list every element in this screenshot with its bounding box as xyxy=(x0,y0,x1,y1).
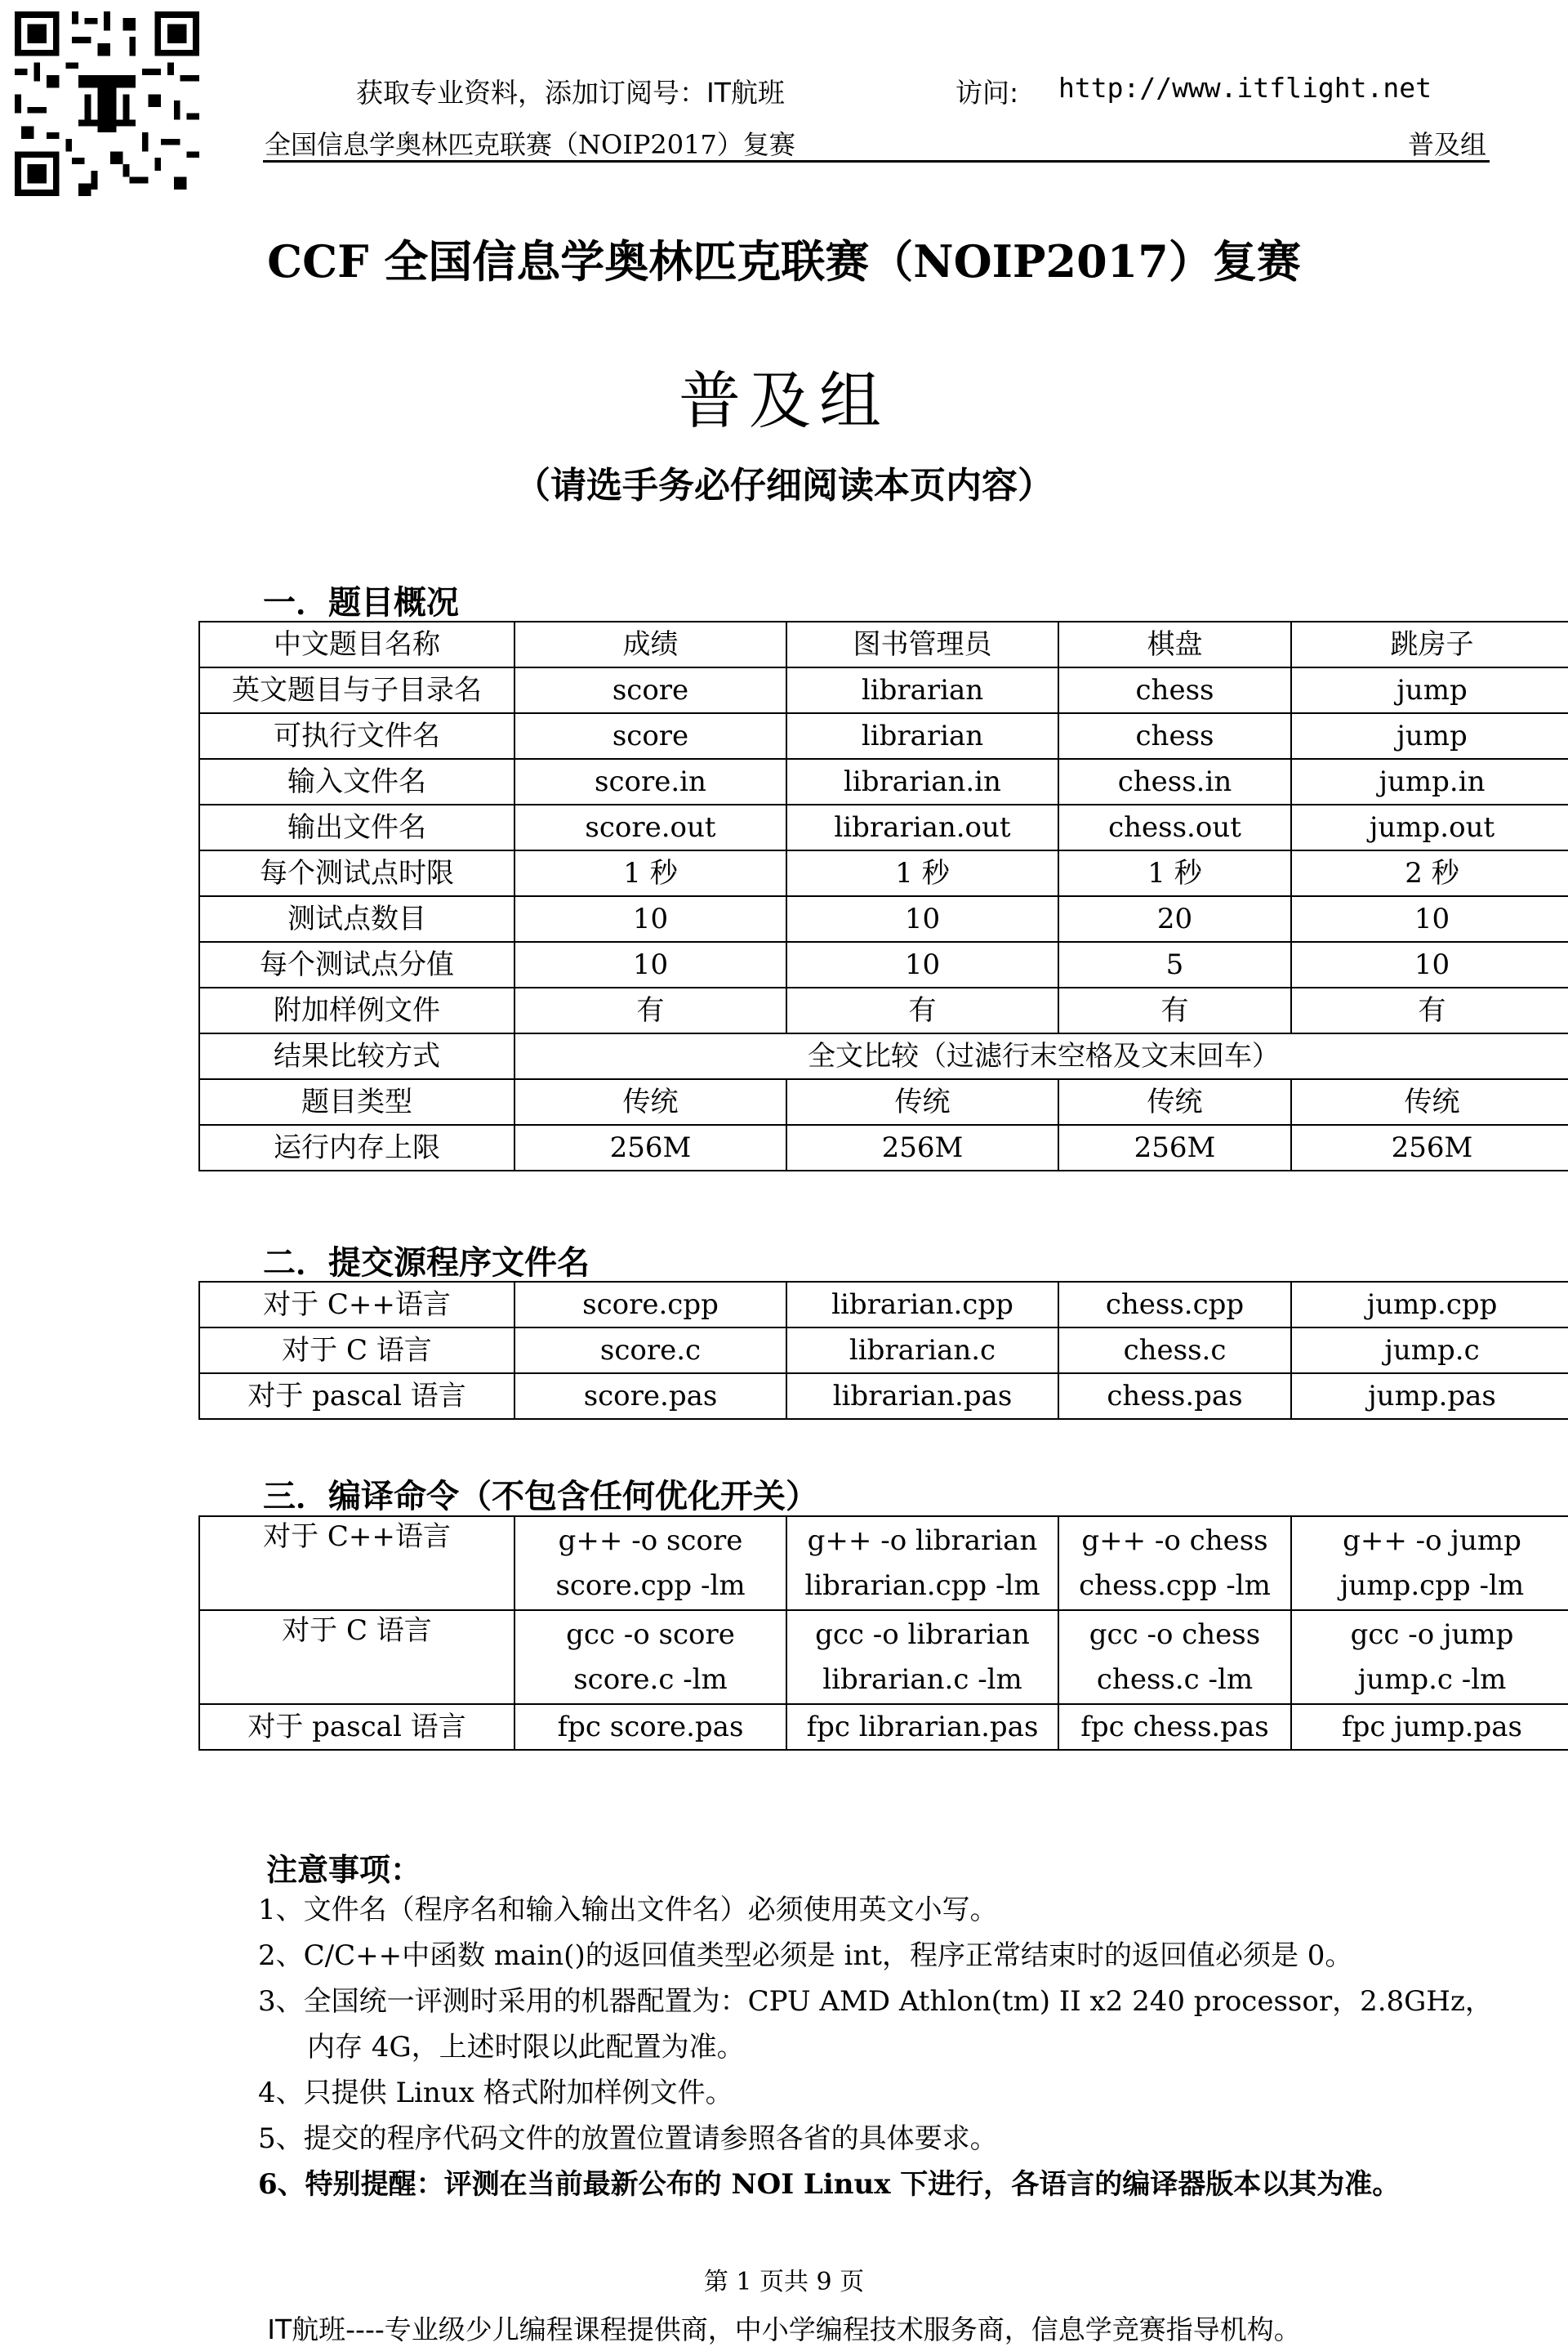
qr-code-image xyxy=(15,11,199,196)
table-cell: librarian xyxy=(786,667,1058,713)
command-line: librarian.c -lm xyxy=(822,1662,1022,1696)
table-cell: 1 秒 xyxy=(514,850,786,896)
row-label: 每个测试点分值 xyxy=(199,942,514,988)
table-cell: librarian.pas xyxy=(786,1373,1058,1419)
note-item: 5、提交的程序代码文件的放置位置请参照各省的具体要求。 xyxy=(258,2122,998,2155)
table-cell xyxy=(1291,1610,1568,1704)
table-cell xyxy=(786,1610,1058,1704)
table-cell: score.out xyxy=(514,805,786,850)
table-cell xyxy=(514,1516,786,1610)
table-row xyxy=(199,1373,1568,1419)
table-cell xyxy=(1058,1610,1291,1704)
row-label: 中文题目名称 xyxy=(199,622,514,667)
table-cell: fpc chess.pas xyxy=(1058,1704,1291,1750)
table-row xyxy=(199,805,1568,850)
table-cell: jump.out xyxy=(1291,805,1568,850)
table-cell: chess.pas xyxy=(1058,1373,1291,1419)
table-row xyxy=(199,1079,1568,1125)
table-row xyxy=(199,622,1568,667)
table-cell: 有 xyxy=(1058,988,1291,1033)
table-cell: jump.cpp xyxy=(1291,1282,1568,1327)
running-header-right: 普及组 xyxy=(1407,129,1486,160)
table-cell: 20 xyxy=(1058,896,1291,942)
table-cell: librarian.out xyxy=(786,805,1058,850)
table-row xyxy=(199,942,1568,988)
promo-url-link[interactable]: http://www.itflight.net xyxy=(1058,72,1432,104)
row-label: 每个测试点时限 xyxy=(199,850,514,896)
table-cell: fpc librarian.pas xyxy=(786,1704,1058,1750)
row-label: 附加样例文件 xyxy=(199,988,514,1033)
table-cell: 棋盘 xyxy=(1058,622,1291,667)
table-cell: jump.c xyxy=(1291,1327,1568,1373)
table-cell: chess.in xyxy=(1058,759,1291,805)
table-cell: score.pas xyxy=(514,1373,786,1419)
table-cell: 2 秒 xyxy=(1291,850,1568,896)
table-row xyxy=(199,1704,1568,1750)
table-row xyxy=(199,713,1568,759)
table-cell xyxy=(1058,1516,1291,1610)
table-cell: 有 xyxy=(514,988,786,1033)
command-line: score.cpp -lm xyxy=(555,1568,746,1602)
table-cell: 有 xyxy=(786,988,1058,1033)
running-header xyxy=(263,123,1490,163)
table-cell: score xyxy=(514,713,786,759)
command-line: gcc -o score xyxy=(566,1617,735,1651)
read-notice: （请选手务必仔细阅读本页内容） xyxy=(514,465,1054,506)
note-item: 3、全国统一评测时采用的机器配置为：CPU AMD Athlon(tm) II x2 240 processor，2.8GHz， xyxy=(258,1985,1493,2018)
table-cell: librarian xyxy=(786,713,1058,759)
table-cell xyxy=(514,1610,786,1704)
command-line: chess.cpp -lm xyxy=(1079,1568,1271,1602)
note-item: 4、只提供 Linux 格式附加样例文件。 xyxy=(258,2077,733,2109)
table-row xyxy=(199,850,1568,896)
table-cell xyxy=(786,1516,1058,1610)
footer-text: IT航班----专业级少儿编程课程提供商，中小学编程技术服务商，信息学竞赛指导机构。 xyxy=(267,2314,1301,2345)
row-label: 对于 pascal 语言 xyxy=(199,1373,514,1419)
table-cell: 10 xyxy=(786,896,1058,942)
table-cell: chess xyxy=(1058,713,1291,759)
promo-subscribe-text: 获取专业资料，添加订阅号：IT航班 xyxy=(356,77,785,109)
problem-overview-table xyxy=(198,621,1568,1171)
row-label: 输入文件名 xyxy=(199,759,514,805)
table-cell: 有 xyxy=(1291,988,1568,1033)
table-cell: 传统 xyxy=(786,1079,1058,1125)
table-cell: jump xyxy=(1291,713,1568,759)
row-label: 英文题目与子目录名 xyxy=(199,667,514,713)
section-3-heading: 三．编译命令（不包含任何优化开关） xyxy=(263,1478,818,1515)
table-cell: 1 秒 xyxy=(786,850,1058,896)
table-cell: 成绩 xyxy=(514,622,786,667)
table-cell: 传统 xyxy=(1291,1079,1568,1125)
table-cell: 图书管理员 xyxy=(786,622,1058,667)
table-cell: 传统 xyxy=(514,1079,786,1125)
note-item-continuation: 内存 4G，上述时限以此配置为准。 xyxy=(307,2031,745,2064)
table-cell: fpc jump.pas xyxy=(1291,1704,1568,1750)
table-cell: 5 xyxy=(1058,942,1291,988)
row-label: 输出文件名 xyxy=(199,805,514,850)
section-2-heading: 二．提交源程序文件名 xyxy=(263,1244,590,1282)
table-cell: 1 秒 xyxy=(1058,850,1291,896)
table-cell: chess.out xyxy=(1058,805,1291,850)
command-line: gcc -o chess xyxy=(1089,1617,1261,1651)
table-row xyxy=(199,1282,1568,1327)
table-cell: 10 xyxy=(1291,896,1568,942)
page-number: 第 1 页共 9 页 xyxy=(703,2268,865,2296)
command-line: librarian.cpp -lm xyxy=(804,1568,1040,1602)
table-row xyxy=(199,1327,1568,1373)
compile-commands-table xyxy=(198,1515,1568,1751)
command-line: gcc -o jump xyxy=(1350,1617,1514,1651)
table-cell: 10 xyxy=(786,942,1058,988)
command-line: g++ -o score xyxy=(558,1524,743,1557)
table-cell: librarian.cpp xyxy=(786,1282,1058,1327)
table-cell: 全文比较（过滤行末空格及文末回车） xyxy=(514,1033,1568,1079)
table-cell: 10 xyxy=(1291,942,1568,988)
table-row xyxy=(199,1610,1568,1704)
command-line: jump.cpp -lm xyxy=(1339,1568,1525,1602)
row-label: 可执行文件名 xyxy=(199,713,514,759)
table-cell xyxy=(1291,1516,1568,1610)
row-label: 运行内存上限 xyxy=(199,1125,514,1171)
command-line: g++ -o jump xyxy=(1343,1524,1521,1557)
notes-heading: 注意事项： xyxy=(266,1852,422,1888)
row-label: 结果比较方式 xyxy=(199,1033,514,1079)
row-label: 对于 C 语言 xyxy=(199,1327,514,1373)
command-line: g++ -o chess xyxy=(1081,1524,1268,1557)
table-cell: jump.pas xyxy=(1291,1373,1568,1419)
command-line: gcc -o librarian xyxy=(815,1617,1030,1651)
note-item: 1、文件名（程序名和输入输出文件名）必须使用英文小写。 xyxy=(258,1894,998,1926)
command-line: jump.c -lm xyxy=(1357,1662,1507,1696)
command-line: g++ -o librarian xyxy=(807,1524,1038,1557)
row-label: 对于 C 语言 xyxy=(199,1610,514,1704)
table-cell: score xyxy=(514,667,786,713)
table-cell: jump xyxy=(1291,667,1568,713)
table-cell: 10 xyxy=(514,896,786,942)
table-cell: score.c xyxy=(514,1327,786,1373)
document-subtitle: 普及组 xyxy=(679,364,889,437)
table-row xyxy=(199,1033,1568,1079)
table-cell: 10 xyxy=(514,942,786,988)
table-row xyxy=(199,667,1568,713)
table-cell: chess.cpp xyxy=(1058,1282,1291,1327)
row-label: 对于 C++语言 xyxy=(199,1516,514,1610)
promo-visit-label: 访问: xyxy=(956,77,1019,109)
table-cell: fpc score.pas xyxy=(514,1704,786,1750)
table-cell: chess xyxy=(1058,667,1291,713)
table-cell: chess.c xyxy=(1058,1327,1291,1373)
table-cell: 256M xyxy=(1291,1125,1568,1171)
running-header-left: 全国信息学奥林匹克联赛（NOIP2017）复赛 xyxy=(265,129,795,160)
source-filenames-table xyxy=(198,1281,1568,1420)
table-cell: score.in xyxy=(514,759,786,805)
document-title: CCF 全国信息学奥林匹克联赛（NOIP2017）复赛 xyxy=(267,235,1301,288)
table-cell: 跳房子 xyxy=(1291,622,1568,667)
notes-list xyxy=(258,1887,1532,2207)
table-row xyxy=(199,896,1568,942)
table-cell: librarian.in xyxy=(786,759,1058,805)
command-line: score.c -lm xyxy=(573,1662,728,1696)
table-cell: score.cpp xyxy=(514,1282,786,1327)
note-item: 2、C/C++中函数 main()的返回值类型必须是 int，程序正常结束时的返回值必须是 0。 xyxy=(258,1939,1353,1972)
section-1-heading: 一．题目概况 xyxy=(263,584,459,622)
table-row xyxy=(199,1125,1568,1171)
row-label: 对于 pascal 语言 xyxy=(199,1704,514,1750)
row-label: 题目类型 xyxy=(199,1079,514,1125)
table-cell: 传统 xyxy=(1058,1079,1291,1125)
table-cell: 256M xyxy=(786,1125,1058,1171)
row-label: 测试点数目 xyxy=(199,896,514,942)
table-row xyxy=(199,759,1568,805)
table-cell: librarian.c xyxy=(786,1327,1058,1373)
table-cell: 256M xyxy=(1058,1125,1291,1171)
table-row xyxy=(199,988,1568,1033)
row-label: 对于 C++语言 xyxy=(199,1282,514,1327)
command-line: chess.c -lm xyxy=(1096,1662,1254,1696)
note-item-important: 6、特别提醒：评测在当前最新公布的 NOI Linux 下进行，各语言的编译器版本以其为准。 xyxy=(258,2168,1401,2201)
table-row xyxy=(199,1516,1568,1610)
table-cell: 256M xyxy=(514,1125,786,1171)
table-cell: jump.in xyxy=(1291,759,1568,805)
